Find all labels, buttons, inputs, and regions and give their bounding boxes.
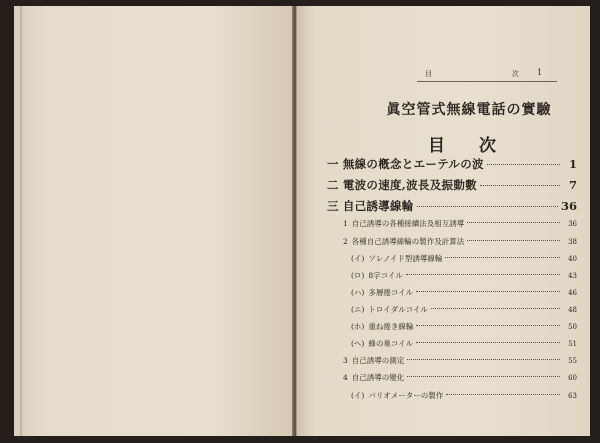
toc-entry[interactable] bbox=[327, 287, 577, 298]
leader-dots bbox=[417, 206, 558, 207]
leader-dots bbox=[480, 185, 560, 186]
toc-entry-number: 4 bbox=[343, 373, 348, 382]
toc-entry-number: (ホ) bbox=[351, 322, 365, 331]
toc-entry-number: (イ) bbox=[351, 391, 365, 400]
leader-dots bbox=[406, 274, 560, 275]
toc-entry-page: 63 bbox=[568, 392, 577, 400]
toc-entry-number: 3 bbox=[343, 356, 348, 365]
running-head-left: 目 bbox=[425, 70, 432, 78]
toc-entry[interactable] bbox=[327, 372, 577, 383]
toc-entry-number: (ヘ) bbox=[351, 339, 365, 348]
toc-entry[interactable] bbox=[327, 253, 577, 264]
right-page bbox=[296, 6, 590, 436]
toc-heading: 目 次 bbox=[428, 136, 510, 156]
page-number: 1 bbox=[537, 68, 543, 77]
toc-entry-title: トロイダルコイル bbox=[368, 305, 428, 314]
toc-entry-title: 蜂の巢コイル bbox=[368, 339, 414, 348]
toc-entry-page: 7 bbox=[568, 178, 577, 192]
leader-dots bbox=[407, 359, 560, 360]
toc-entry[interactable] bbox=[327, 270, 577, 281]
leader-dots bbox=[416, 325, 560, 326]
toc-entry-number: (ロ) bbox=[351, 271, 365, 280]
toc-entry-title: 自己誘導の變化 bbox=[351, 373, 405, 382]
toc-entry-page: 55 bbox=[568, 357, 577, 365]
running-head bbox=[417, 69, 557, 82]
toc-entry[interactable] bbox=[327, 198, 577, 214]
running-head-right: 次 bbox=[512, 70, 519, 78]
toc-entry-title: 自己誘導線輪 bbox=[342, 199, 414, 213]
toc-entry[interactable] bbox=[327, 218, 577, 229]
toc-entry[interactable] bbox=[327, 177, 577, 193]
toc-entry-title: 各種自己誘導線輪の製作及計算法 bbox=[351, 237, 465, 246]
toc-entry-title: 8字コイル bbox=[368, 271, 403, 280]
toc-entry-title: 自己誘導の各種接續法及相互誘導 bbox=[351, 219, 465, 228]
toc-entry-title: 電波の速度,波長及振動數 bbox=[342, 178, 477, 192]
toc-entry-number: (ハ) bbox=[351, 288, 365, 297]
toc-entry-number: 三 bbox=[327, 199, 339, 213]
toc-entry-title: 重ね捲き線輪 bbox=[368, 322, 414, 331]
leader-dots bbox=[445, 257, 560, 258]
toc-entry-page: 38 bbox=[568, 238, 577, 246]
toc-entry-number: 一 bbox=[327, 157, 339, 171]
toc-entry-page: 1 bbox=[568, 157, 577, 171]
toc-entry-number: (ニ) bbox=[351, 305, 365, 314]
toc-entry[interactable] bbox=[327, 236, 577, 247]
toc-entry-page: 60 bbox=[568, 374, 577, 382]
toc-entry-page: 40 bbox=[568, 255, 577, 263]
toc-entry-number: 1 bbox=[343, 219, 348, 228]
leader-dots bbox=[431, 308, 560, 309]
left-page bbox=[14, 6, 294, 436]
toc-entry[interactable] bbox=[327, 304, 577, 315]
toc-entry-page: 48 bbox=[568, 306, 577, 314]
leader-dots bbox=[416, 291, 560, 292]
toc-entry[interactable] bbox=[327, 321, 577, 332]
leader-dots bbox=[407, 376, 560, 377]
toc-entry-title: 多層捲コイル bbox=[368, 288, 414, 297]
toc-entry-title: バリオメーターの製作 bbox=[368, 391, 444, 400]
toc-entry[interactable] bbox=[327, 156, 577, 172]
toc-entry-page: 36 bbox=[568, 220, 577, 228]
toc-entry[interactable] bbox=[327, 390, 577, 401]
book-title: 眞空管式無線電話の實驗 bbox=[386, 102, 552, 118]
toc-entry-title: 無線の槪念とエーテルの波 bbox=[342, 157, 484, 171]
toc-entry-page: 43 bbox=[568, 272, 577, 280]
leader-dots bbox=[446, 394, 560, 395]
toc-entry[interactable] bbox=[327, 338, 577, 349]
toc-entry-number: (イ) bbox=[351, 254, 365, 263]
toc-entry-title: ソレノイド型誘導線輪 bbox=[368, 254, 443, 263]
leader-dots bbox=[467, 222, 560, 223]
toc-entry-page: 51 bbox=[568, 340, 577, 348]
leader-dots bbox=[416, 342, 560, 343]
toc-entry-number: 2 bbox=[343, 237, 348, 246]
toc-entry-number: 二 bbox=[327, 178, 339, 192]
leader-dots bbox=[467, 240, 560, 241]
toc-entry[interactable] bbox=[327, 355, 577, 366]
toc-entry-page: 46 bbox=[568, 289, 577, 297]
leader-dots bbox=[487, 164, 560, 165]
toc-entry-title: 自己誘導の測定 bbox=[351, 356, 405, 365]
toc-entry-page: 36 bbox=[560, 199, 577, 213]
toc-entry-page: 50 bbox=[568, 323, 577, 331]
